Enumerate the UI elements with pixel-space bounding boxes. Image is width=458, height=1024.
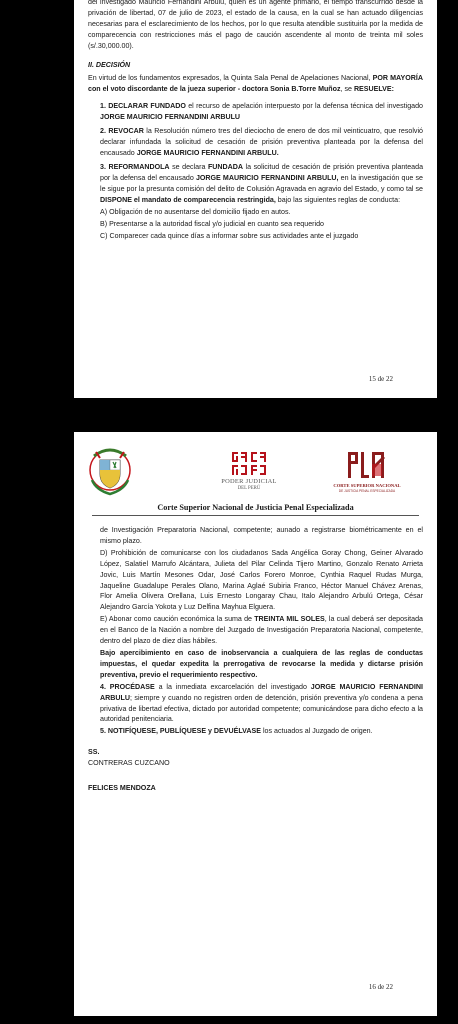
item-number: 1. (100, 102, 106, 111)
paragraph-decision-intro (88, 73, 423, 95)
letterhead (74, 432, 437, 512)
defendant-name: JORGE MAURICIO FERNANDINI ARBULU (100, 682, 423, 702)
peru-coat-of-arms-icon (88, 446, 132, 498)
item-text: se declara (169, 162, 208, 171)
item-text: bajo las siguientes reglas de conducta: (275, 195, 401, 204)
intro-text: En virtud de los fundamentos expresados, la Quinta Sala Penal de Apelaciones Nacional, (88, 74, 373, 83)
header-divider (92, 515, 419, 516)
page-body (88, 525, 423, 794)
defendant-name: JORGE MAURICIO FERNANDINI ARBULU (100, 113, 241, 122)
item-text: la Resolución número tres del dieciocho de enero de dos mil veinticuatro, que resolvió declarar infundada la solicitud de cesación de prisión preventiva planteada por la defensa del encausado (100, 127, 423, 157)
item-verb: PROCÉDASE (109, 682, 155, 691)
section-heading-decision: II. DECISIÓN (88, 60, 131, 69)
poder-judicial-sublabel: DEL PERÚ (237, 486, 261, 491)
item-text: en la investigación que se le sigue por la presunta comisión del delito de Colusión Agravada en agravio del Estado, y como tal se (100, 173, 423, 193)
paragraph-conclusion: del investigado Mauricio Fernandini Arbulú, quien es un agente primario, el tiempo transcurrido desde la privación de libertad, 07 de julio de 2023, el estado de la causa, en la cual se han actuado diligencias necesarias para el esclarecimiento de los hechos, por lo que resulta atendible sustituirla por la medida de comparecencia con restricciones más el pago de caución ascendente al monto de treinta mil soles (s/.30,000.00). (88, 0, 423, 50)
item-verb: REVOCAR (108, 127, 144, 136)
rule-d: D) Prohibición de comunicarse con los ciudadanos Sada Angélica Goray Chong, Geiner Alvarado López, Salatiel Marrufo Alcántara, Julieta del Pilar Celinda Tijero Martino, Gonzalo Renato Arrieta Jovic, Luis Martín Mesones Odar, José Carlos Forero Monroe, Cynthia Raquel Rudas Murga, Jaqueline Guadalupe Perales Olano, Marina Aglaé Subiria Franco, Héctor Manuel Chávez Arenas, Flor Amelia Olivera Orellana, Luis Ernesto Longaray Chau, Italo Alejandro Arbulú Ortega, César Alejandro García Yokota y Luz Delfina Mayhua Elguera. (100, 548, 423, 612)
item-text: la solicitud de cesación de prisión preventiva planteada por la defensa del encausado (100, 162, 424, 182)
item-number: 4. (100, 682, 106, 691)
court-name-header: Corte Superior Nacional de Justicia Penal Especializada (157, 503, 354, 512)
rule-c: C) Comparecer cada quince días a informar sobre sus actividades ante el juzgado (100, 232, 359, 241)
corte-superior-nacional-logo-icon (346, 450, 388, 482)
item-text: el recurso de apelación interpuesto por la defensa técnica del investigado (185, 102, 423, 111)
item-dispone: DISPONE el mandato de comparecencia restringida, (100, 195, 276, 204)
item-verb: DECLARAR FUNDADO (108, 102, 186, 111)
intro-text-2: , se (340, 85, 354, 94)
document-page-15 (74, 0, 437, 398)
item-verb: REFORMANDOLA (108, 162, 170, 171)
item-number: 5. (100, 727, 106, 736)
item-text-2: ; siempre y cuando no registren orden de detención, prisión preventiva y/o condena a pena privativa de libertad efectiva, dictado por autoridad competente; comunicándose para dicho efecto a la autoridad penitenciaria. (100, 693, 423, 724)
item-number: 3. (100, 162, 106, 171)
page-number: 15 de 22 (368, 375, 393, 383)
intro-majority: POR MAYORÍA con el voto discordante de la jueza superior - doctora Sonia B.Torre Muñoz (88, 74, 423, 94)
rule-e-text: E) Abonar como caución económica la suma de (100, 615, 255, 624)
item-number: 2. (100, 127, 106, 136)
resolution-item-4 (88, 682, 423, 726)
document-page-16 (74, 432, 437, 1016)
resolution-item-3 (88, 162, 423, 206)
item-fundada: FUNDADA (207, 162, 244, 171)
poder-judicial-logo-icon (230, 450, 268, 478)
rule-e (88, 614, 423, 647)
rule-b: B) Presentarse a la autoridad fiscal y/o judicial en cuanto sea requerido (100, 220, 324, 229)
resolution-item-1 (88, 101, 423, 123)
judge-name-2: FELICES MENDOZA (88, 784, 156, 793)
resolution-item-5 (88, 726, 423, 737)
page-body (88, 0, 423, 242)
resolution-item-2 (88, 126, 423, 159)
rule-a: A) Obligación de no ausentarse del domicilio fijado en autos. (100, 208, 291, 217)
page-number: 16 de 22 (368, 983, 393, 991)
poder-judicial-label: PODER JUDICIAL (221, 478, 277, 485)
item-text: los actuados al Juzgado de origen. (260, 727, 373, 736)
intro-resuelve: RESUELVE: (353, 85, 395, 94)
item-text: a la inmediata excarcelación del investigado (154, 682, 311, 691)
rule-c-continued: de Investigación Preparatoria Nacional, competente; aunado a registrarse biométricamente en el mismo plazo. (100, 526, 423, 545)
warning-paragraph: Bajo apercibimiento en caso de inobservancia a cualquiera de las reglas de conductas impuestas, el quedar expedita la prerrogativa de revocarse la medida y dictarse prisión preventiva, previo el requerimiento respectivo. (100, 648, 423, 679)
rule-e-text-2: , la cual deberá ser depositada en el Banco de la Nación a nombre del Juzgado de Investigación Preparatoria Nacional, competente, dentro del plazo de diez días hábiles. (100, 615, 423, 646)
bail-amount: TREINTA MIL SOLES (254, 615, 325, 624)
corte-superior-label: CORTE SUPERIOR NACIONAL (333, 483, 401, 488)
defendant-name: JORGE MAURICIO FERNANDINI ARBULU, (195, 173, 339, 182)
defendant-name: JORGE MAURICIO FERNANDINI ARBULU. (136, 148, 279, 157)
judge-name-1: CONTRERAS CUZCANO (88, 759, 170, 768)
item-verb: NOTIFÍQUESE, PUBLÍQUESE y DEVUÉLVASE (107, 727, 261, 736)
signatories-label: SS. (88, 748, 100, 757)
corte-superior-sublabel: DE JUSTICIA PENAL ESPECIALIZADA (338, 489, 396, 493)
